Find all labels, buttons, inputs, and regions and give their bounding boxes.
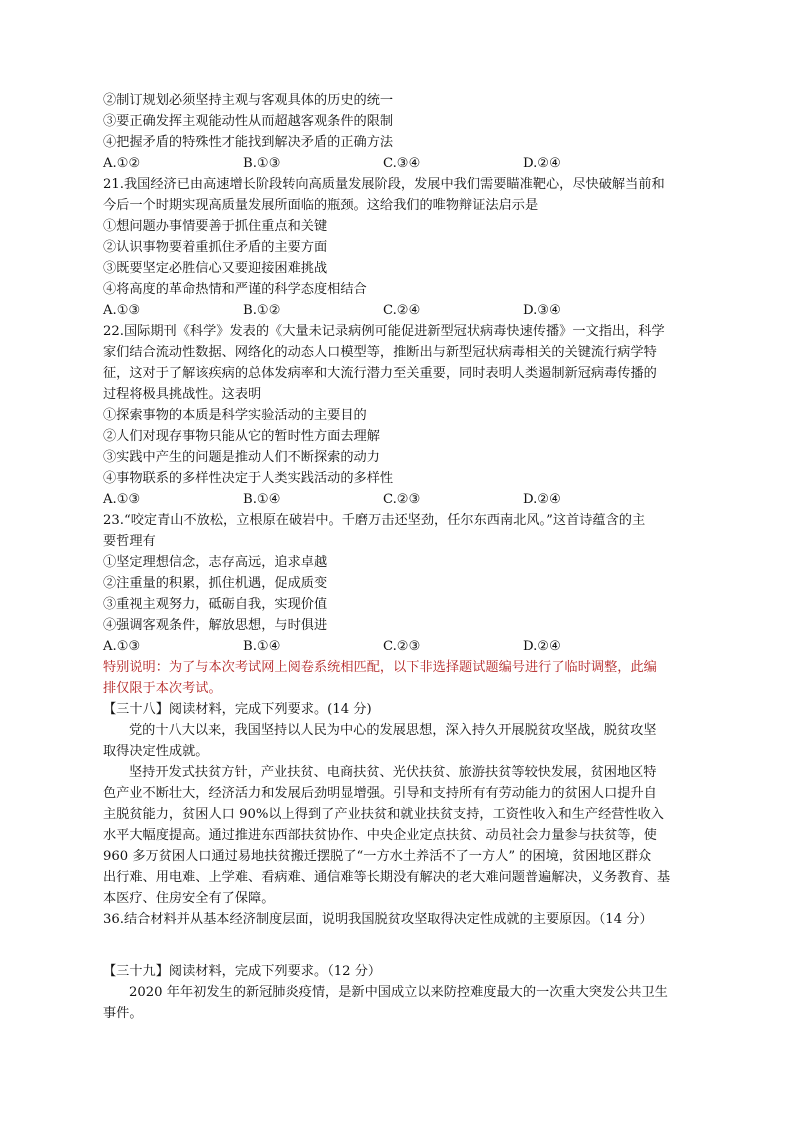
notice-line: 特别说明：为了与本次考试网上阅卷系统相匹配，以下非选择题试题编号进行了临时调整，此编	[103, 660, 657, 675]
q20-item: ④把握矛盾的特殊性才能找到解决矛盾的正确方法	[103, 135, 394, 150]
q22-item: ③实践中产生的问题是推动人们不断探索的动力	[103, 450, 380, 465]
q23-option-d: D.②④	[523, 639, 561, 654]
notice-line: 排仅限于本次考试。	[103, 681, 222, 696]
q21-stem: 21.我国经济已由高速增长阶段转向高质量发展阶段，发展中我们需要瞄准靶心，尽快破解当前和	[103, 177, 665, 192]
q23-option-c: C.②③	[383, 639, 421, 654]
q23-stem: 要哲理有	[103, 534, 156, 549]
q20-option-c: C.③④	[383, 156, 421, 171]
q38-paragraph-line: 水平大幅度提高。通过推进东西部扶贫协作、中央企业定点扶贫、动员社会力量参与扶贫等，使	[103, 828, 657, 843]
q21-option-b: B.①②	[243, 303, 281, 318]
q20-item: ③要正确发挥主观能动性从而超越客观条件的限制	[103, 114, 394, 129]
q21-item: ③既要坚定必胜信心又要迎接困难挑战	[103, 261, 328, 276]
q23-option-b: B.①④	[243, 639, 281, 654]
question-22	[103, 321, 703, 510]
q38-paragraph-line: 出行难、用电难、上学难、看病难、通信难等长期没有解决的老大难问题普遍解决，义务教育、基	[103, 870, 671, 885]
q36-question: 36.结合材料并从基本经济制度层面，说明我国脱贫攻坚取得决定性成就的主要原因。（14 分）	[103, 912, 653, 927]
q39-header: 【三十九】阅读材料，完成下列要求。（12 分）	[103, 964, 382, 979]
q22-option-b: B.①④	[243, 492, 281, 507]
q21-stem: 今后一个时期实现高质量发展所面临的瓶颈。这给我们的唯物辩证法启示是	[103, 198, 539, 213]
q23-options	[103, 636, 703, 657]
q21-item: ②认识事物要着重抓住矛盾的主要方面	[103, 240, 328, 255]
q21-option-d: D.③④	[523, 303, 561, 318]
q21-option-a: A.①③	[103, 303, 141, 318]
q22-stem: 过程将极具挑战性。这表明	[103, 387, 262, 402]
q22-stem: 征，这对于了解该疾病的总体发病率和大流行潜力至关重要，同时表明人类遏制新冠病毒传播的	[103, 366, 657, 381]
q22-item: ①探索事物的本质是科学实验活动的主要目的	[103, 408, 367, 423]
q22-item: ④事物联系的多样性决定于人类实践活动的多样性	[103, 471, 394, 486]
q20-option-a: A.①②	[103, 156, 141, 171]
q39-paragraph-line: 2020 年年初发生的新冠肺炎疫情，是新中国成立以来防控难度最大的一次重大突发公共卫生	[129, 985, 668, 1000]
q21-options	[103, 300, 703, 321]
q38-paragraph-line: 960 多万贫困人口通过易地扶贫搬迁摆脱了“一方水土养活不了一方人” 的困境，贫困地区群众	[103, 849, 652, 864]
q21-option-c: C.②④	[383, 303, 421, 318]
q22-stem: 22.国际期刊《科学》发表的《大量未记录病例可能促进新型冠状病毒快速传播》一文指出，科学	[103, 324, 665, 339]
q22-option-c: C.②③	[383, 492, 421, 507]
q23-item: ②注重量的积累，抓住机遇，促成质变	[103, 576, 328, 591]
q38-paragraph-line: 本医疗、住房安全有了保障。	[103, 891, 275, 906]
q23-item: ④强调客观条件，解放思想，与时俱进	[103, 618, 328, 633]
q38-paragraph-line: 党的十八大以来，我国坚持以人民为中心的发展思想，深入持久开展脱贫攻坚战，脱贫攻坚	[129, 723, 657, 738]
q38-paragraph-line: 坚持开发式扶贫方针，产业扶贫、电商扶贫、光伏扶贫、旅游扶贫等较快发展，贫困地区特	[129, 765, 657, 780]
q22-options	[103, 489, 703, 510]
q39-paragraph-line: 事件。	[103, 1006, 143, 1021]
q22-stem: 家们结合流动性数据、网络化的动态人口模型等，推断出与新型冠状病毒相关的关键流行病学特	[103, 345, 657, 360]
q22-option-d: D.②④	[523, 492, 561, 507]
exam-page	[103, 90, 703, 1024]
q21-item: ①想问题办事情要善于抓住重点和关键	[103, 219, 328, 234]
q20-items	[103, 90, 703, 153]
q21-item: ④将高度的革命热情和严谨的科学态度相结合	[103, 282, 367, 297]
q22-option-a: A.①③	[103, 492, 141, 507]
q23-stem: 23.“咬定青山不放松，立根原在破岩中。千磨万击还坚劲，任尔东西南北风。”这首诗蕴含的主	[103, 513, 646, 528]
q23-item: ①坚定理想信念，志存高远，追求卓越	[103, 555, 328, 570]
question-38	[103, 699, 703, 930]
q22-item: ②人们对现存事物只能从它的暂时性方面去理解	[103, 429, 380, 444]
section-gap	[103, 930, 703, 961]
q38-paragraph-line: 主脱贫能力，贫困人口 90%以上得到了产业扶贫和就业扶贫支持，工资性收入和生产经营性收入	[103, 807, 664, 822]
q20-option-d: D.②④	[523, 156, 561, 171]
q20-options	[103, 153, 703, 174]
q23-option-a: A.①③	[103, 639, 141, 654]
q38-header: 【三十八】阅读材料，完成下列要求。(14 分)	[103, 702, 372, 717]
special-notice	[103, 657, 703, 699]
q20-option-b: B.①③	[243, 156, 281, 171]
question-21	[103, 174, 703, 321]
question-39	[103, 961, 703, 1024]
q23-item: ③重视主观努力，砥砺自我，实现价值	[103, 597, 328, 612]
q38-paragraph-line: 色产业不断壮大，经济活力和发展后劲明显增强。引导和支持所有有劳动能力的贫困人口提升自	[103, 786, 657, 801]
q20-item: ②制订规划必须坚持主观与客观具体的历史的统一	[103, 93, 394, 108]
question-23	[103, 510, 703, 657]
q38-paragraph-line: 取得决定性成就。	[103, 744, 209, 759]
